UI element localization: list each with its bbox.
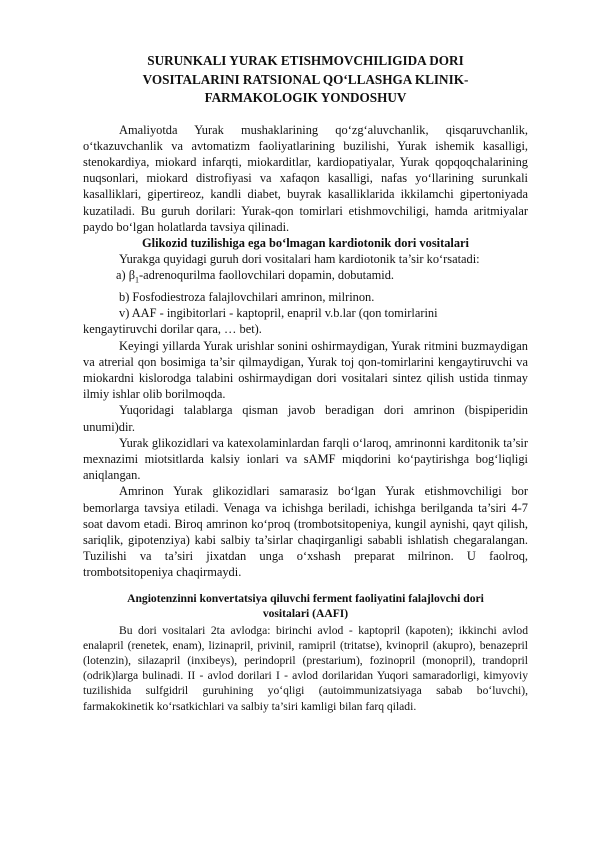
section-1-lead: Yurakga quyidagi guruh dori vositalari ham kardiotonik ta’sir ko‘rsatadi:	[119, 252, 480, 267]
section-2-paragraph-1: Bu dori vositalari 2ta avlodga: birinchi avlod - kaptopril (kapoten); ikkinchi avlod enalapril (renetek, enam), lizinapril, privinil, ramipril (tritatse), kvinopril (akupro), benazepril (lotenzin), silazapril (inxibeys), perindopril (prestarium), fozinopril (monopril), trandopril (odrik)larga bulinadi. II - avlod dorilari I - avlod dorilaridan Yuqori samaradorligi, kimyoviy tuzilishida sulfgidril guruhining yo‘qligi (autoimmunizatsiyaga sabab bo‘luvchi), farmakokinetik ko‘rsatkichlari va salbiy ta’siri kamligi bilan farq qiladi.	[83, 623, 528, 713]
title-line-1: SURUNKALI YURAK ETISHMOVCHILIGIDA DORI	[147, 53, 464, 68]
section-2-heading-line-2: vositalari (AAFI)	[262, 606, 349, 620]
document-title	[83, 52, 528, 108]
list-item-v-line-2: kengaytiruvchi dorilar qara, … bet).	[83, 322, 262, 337]
list-item-a-text: -adrenoqurilma faollovchilari dopamin, dobutamid.	[139, 268, 395, 283]
list-item-b: b) Fosfodiestroza falajlovchilari amrinon, milrinon.	[119, 290, 375, 304]
list-item-a-subscript: 1	[135, 275, 140, 285]
list-item-v-line-1: v) AAF - ingibitorlari - kaptopril, enapril v.b.lar (qon tomirlarini	[119, 306, 438, 321]
section-2-heading-line-1: Angiotenzinni konvertatsiya qiluvchi ferment faoliyatini falajlovchi dori	[127, 591, 484, 605]
section-1-paragraph-3: Yurak glikozidlari va katexolaminlardan farqli o‘laroq, amrinonni karditonik ta’sir mexnazimi miotsitlarda kalsiy ionlari va sAMF miqdorini ko‘paytirishga bog‘liqligi aniqlangan.	[83, 435, 528, 483]
document-page	[83, 52, 528, 714]
intro-paragraph: Amaliyotda Yurak mushaklarining qo‘zg‘aluvchanlik, qisqaruvchanlik, o‘tkazuvchanlik va avtomatizm faoliyatlarining buzilishi, Yurak ishemik kasalligi, stenokardiya, miokard infarqti, miokarditlar, kardiopatiyalar, Yurak qopqoqchalarining nuqsonlari, miokard distrofiyasi va xafaqon kasalligi, nafas yo‘llarining surunkali kasalliklari, gipertireoz, kandli diabet, buyrak kasalliklarida ikkilamchi gipertoniyada kuzatiladi. Bu guruh dorilari: Yurak-qon tomirlari etishmovchiligi, hamda aritmiyalar paydo bo‘lgan holatlarda tavsiya qilinadi.	[83, 122, 528, 234]
section-1-paragraph-2: Yuqoridagi talablarga qisman javob beradigan dori amrinon (bispiperidin unumi)dir.	[83, 403, 528, 434]
title-line-2: VOSITALARINI RATSIONAL QO‘LLASHGA KLINIK-	[142, 71, 469, 87]
section-1-heading: Glikozid tuzilishiga ega bo‘lmagan kardiotonik dori vositalari	[141, 235, 469, 250]
section-1-paragraph-1: Keyingi yillarda Yurak urishlar sonini oshirmaydigan, Yurak ritmini buzmaydigan va atrerial qon bosimiga ta’sir qilmaydigan, Yurak toj qon-tomirlarini kengaytiruvchi va miokardni kislorodga talabini oshirmaydigan dori vositalari sintez qilish ustida tinmay ilmiy ishlar olib borilmoqda.	[83, 338, 528, 402]
list-item-a	[83, 267, 528, 289]
section-1-paragraph-4: Amrinon Yurak glikozidlari samarasiz bo‘lgan Yurak etishmovchiligi bor bemorlarga tavsiya etiladi. Venaga va ichishga beriladi, ichishga berilganda ta’siri 4-7 soat davom etadi. Biroq amrinon ko‘proq (trombotsitopeniya, kungil aynishi, qayt qilish, sariqlik, gipotenziya) kabi salbiy ta’sirlar chaqirganligi sababli ishlatish chegaralangan. Tuzilishi va ta’siri jixatdan unga o‘xshash preparat milrinon. U faolroq, trombotsitopeniya chaqirmaydi.	[83, 484, 528, 580]
section-2-heading	[83, 591, 528, 621]
list-item-a-prefix: a) β	[116, 268, 136, 283]
section-2-body	[83, 623, 528, 714]
title-line-3: FARMAKOLOGIK YONDOSHUV	[204, 90, 407, 105]
